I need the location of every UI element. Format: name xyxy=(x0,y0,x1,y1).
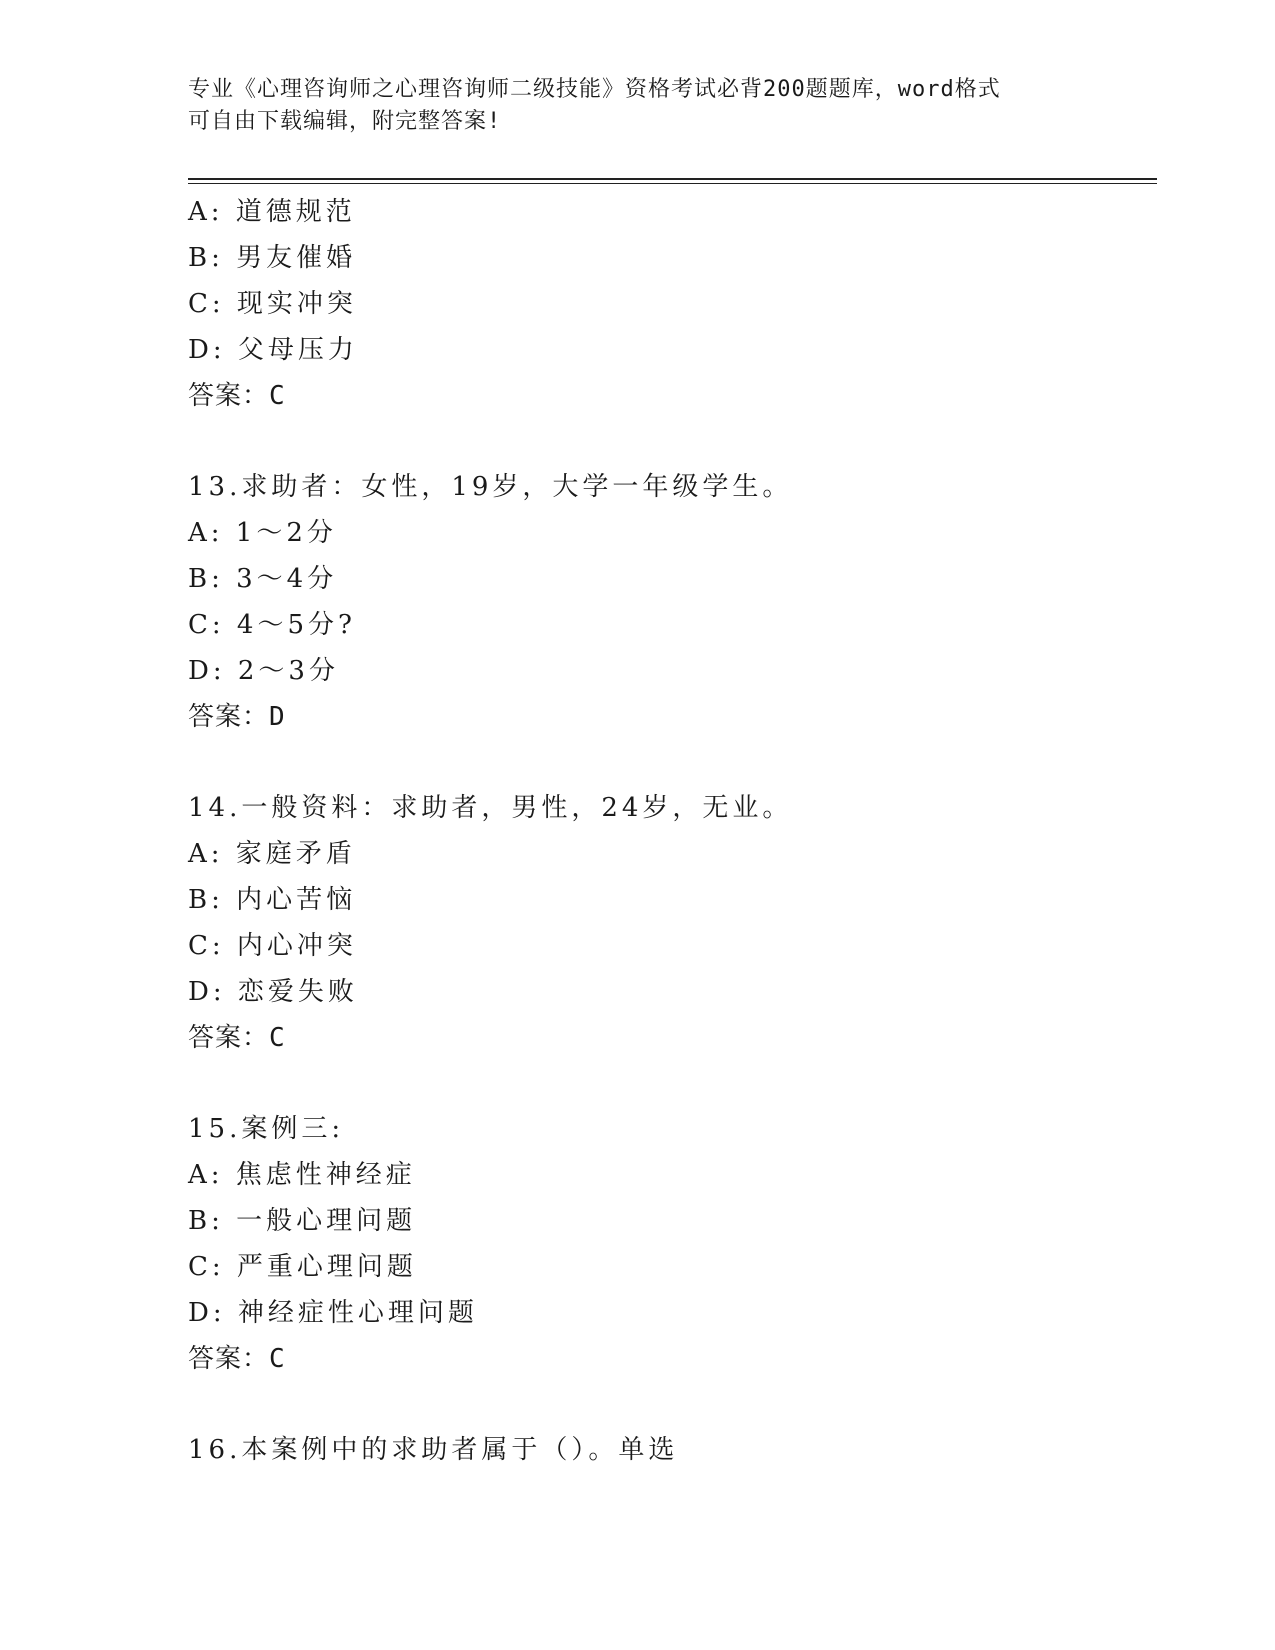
question-list xyxy=(188,189,1157,1473)
answer-label: 答案：D xyxy=(188,702,286,732)
option-d: D: 神经症性心理问题 xyxy=(188,1298,478,1328)
answer-label: 答案：C xyxy=(188,1023,286,1053)
option-d: D: 父母压力 xyxy=(188,335,358,365)
header-divider-thin xyxy=(188,183,1157,184)
option-c: C: 严重心理问题 xyxy=(188,1252,417,1282)
question-block-12 xyxy=(188,189,1157,419)
option-a: A: 家庭矛盾 xyxy=(188,839,356,869)
question-stem: 15.案例三: xyxy=(188,1114,345,1144)
answer-label: 答案：C xyxy=(188,1344,286,1374)
question-stem: 14.一般资料：求助者，男性，24岁，无业。 xyxy=(188,793,793,823)
option-a: A: 焦虑性神经症 xyxy=(188,1160,416,1190)
header-divider-thick xyxy=(188,178,1157,180)
header-line-2: 可自由下载编辑，附完整答案! xyxy=(188,109,502,134)
question-stem: 13.求助者：女性，19岁，大学一年级学生。 xyxy=(188,472,793,502)
option-b: B: 3～4分 xyxy=(188,564,338,594)
option-a: A: 1～2分 xyxy=(188,518,337,548)
option-c: C: 现实冲突 xyxy=(188,289,357,319)
document-header xyxy=(188,74,1088,138)
option-a: A: 道德规范 xyxy=(188,197,356,227)
option-c: C: 4～5分? xyxy=(188,610,356,640)
header-line-1: 专业《心理咨询师之心理咨询师二级技能》资格考试必背200题题库，word格式 xyxy=(188,77,1001,102)
option-b: B: 男友催婚 xyxy=(188,243,357,273)
answer-label: 答案：C xyxy=(188,381,286,411)
question-block-13 xyxy=(188,464,1157,740)
question-block-16 xyxy=(188,1427,1157,1473)
question-block-14 xyxy=(188,785,1157,1061)
option-b: B: 内心苦恼 xyxy=(188,885,357,915)
question-block-15 xyxy=(188,1106,1157,1382)
option-c: C: 内心冲突 xyxy=(188,931,357,961)
option-b: B: 一般心理问题 xyxy=(188,1206,417,1236)
option-d: D: 2～3分 xyxy=(188,656,339,686)
question-stem: 16.本案例中的求助者属于（）。单选 xyxy=(188,1435,679,1465)
option-d: D: 恋爱失败 xyxy=(188,977,358,1007)
